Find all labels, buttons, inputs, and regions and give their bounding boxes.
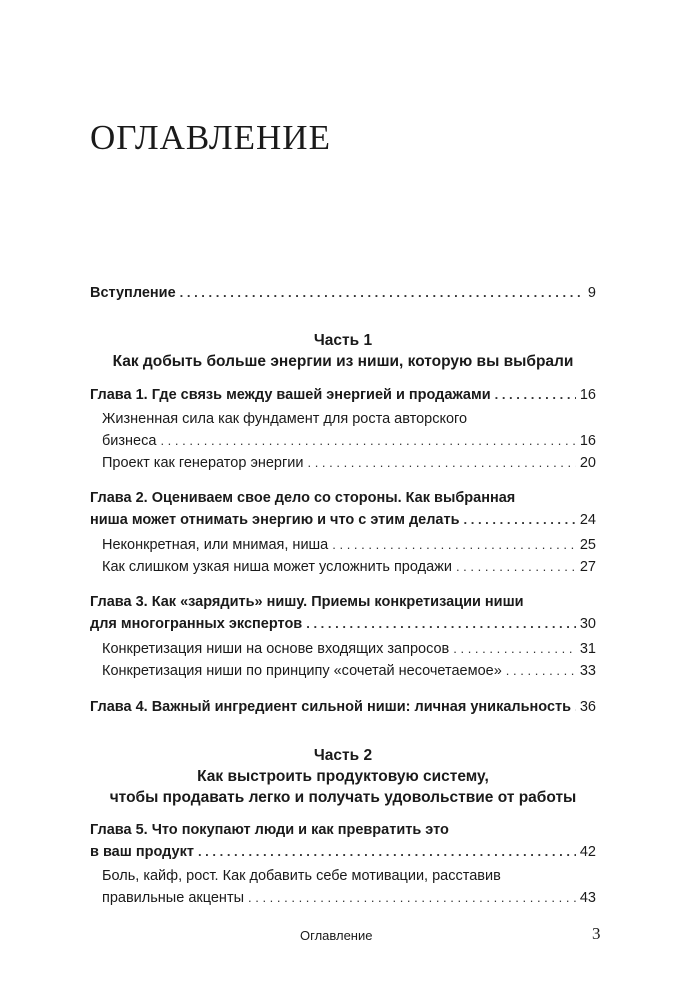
toc-entry-label-line: Жизненная сила как фундамент для роста авторского — [102, 411, 468, 427]
table-of-contents — [90, 280, 596, 909]
toc-entry-label: Конкретизация ниши по принципу «сочетай несочетаемое» — [102, 663, 502, 679]
toc-page-number: 36 — [579, 699, 596, 715]
leader-dots — [307, 452, 575, 473]
toc-entry-label-line: Боль, кайф, рост. Как добавить себе мотивации, расставив — [102, 868, 501, 884]
leader-dots — [464, 509, 576, 530]
part-heading-1 — [90, 330, 596, 372]
part-number: Часть 1 — [313, 332, 373, 349]
toc-entry-label: для многогранных экспертов — [90, 616, 303, 632]
toc-entry-label: Вступление — [90, 285, 176, 301]
leader-dots — [506, 660, 576, 681]
part-title-line: чтобы продавать легко и получать удовольствие от работы — [109, 789, 577, 806]
toc-entry-label: ниша может отнимать энергию и что с этим делать — [90, 512, 460, 528]
toc-entry-label: Как слишком узкая ниша может усложнить продажи — [102, 559, 452, 575]
part-number: Часть 2 — [313, 747, 373, 764]
leader-dots — [495, 384, 576, 405]
toc-subentry[interactable] — [90, 866, 596, 909]
toc-entry-label: Проект как генератор энергии — [102, 455, 304, 471]
toc-entry-label: правильные акценты — [102, 890, 245, 906]
toc-entry-label: Глава 4. Важный ингредиент сильной ниши: личная уникальность — [90, 699, 572, 715]
toc-page-number: 16 — [579, 387, 596, 403]
leader-dots — [332, 534, 576, 555]
part-title-line: Как выстроить продуктовую систему, — [197, 768, 489, 785]
toc-entry-label-line: Глава 5. Что покупают люди и как превратить это — [90, 822, 449, 838]
toc-entry-label: в ваш продукт — [90, 844, 194, 860]
running-footer: Оглавление — [300, 928, 373, 943]
toc-entry-chapter-1[interactable] — [90, 384, 596, 406]
leader-dots — [198, 841, 576, 862]
toc-subentry[interactable] — [90, 660, 596, 682]
toc-entry-label: Конкретизация ниши на основе входящих запросов — [102, 641, 450, 657]
toc-subentry[interactable] — [90, 638, 596, 660]
toc-entry-label: бизнеса — [102, 433, 157, 449]
toc-page-number: 42 — [579, 844, 596, 860]
toc-page-number: 20 — [579, 455, 596, 471]
leader-dots — [456, 556, 576, 577]
toc-entry-intro[interactable] — [90, 282, 596, 304]
toc-page-number: 33 — [579, 663, 596, 679]
toc-page-number: 24 — [579, 512, 596, 528]
toc-entry-chapter-3[interactable] — [90, 592, 596, 635]
part-title: Как добыть больше энергии из ниши, которую вы выбрали — [112, 353, 574, 370]
leader-dots — [306, 613, 576, 634]
leader-dots — [248, 887, 576, 908]
toc-page-number: 30 — [579, 616, 596, 632]
toc-subentry[interactable] — [90, 409, 596, 452]
toc-page-number: 43 — [579, 890, 596, 906]
toc-entry-chapter-4[interactable] — [90, 696, 596, 718]
leader-dots — [160, 430, 575, 451]
leader-dots — [453, 638, 576, 659]
page-title: ОГЛАВЛЕНИЕ — [90, 118, 331, 157]
part-heading-2 — [90, 745, 596, 808]
leader-dots — [575, 696, 576, 717]
toc-entry-label-line: Глава 2. Оцениваем свое дело со стороны. Как выбранная — [90, 490, 516, 506]
toc-page-number: 25 — [579, 537, 596, 553]
toc-page-number: 31 — [579, 641, 596, 657]
toc-entry-chapter-5[interactable] — [90, 820, 596, 863]
leader-dots — [180, 282, 584, 303]
page-number: 3 — [592, 924, 601, 943]
toc-subentry[interactable] — [90, 556, 596, 578]
toc-subentry[interactable] — [90, 534, 596, 556]
toc-entry-label: Неконкретная, или мнимая, ниша — [102, 537, 329, 553]
toc-subentry[interactable] — [90, 452, 596, 474]
toc-entry-label: Глава 1. Где связь между вашей энергией и продажами — [90, 387, 491, 403]
toc-entry-chapter-2[interactable] — [90, 488, 596, 531]
toc-entry-label-line: Глава 3. Как «зарядить» нишу. Приемы конкретизации ниши — [90, 594, 524, 610]
toc-page-number: 16 — [579, 433, 596, 449]
toc-page-number: 27 — [579, 559, 596, 575]
toc-page-number: 9 — [587, 285, 596, 301]
